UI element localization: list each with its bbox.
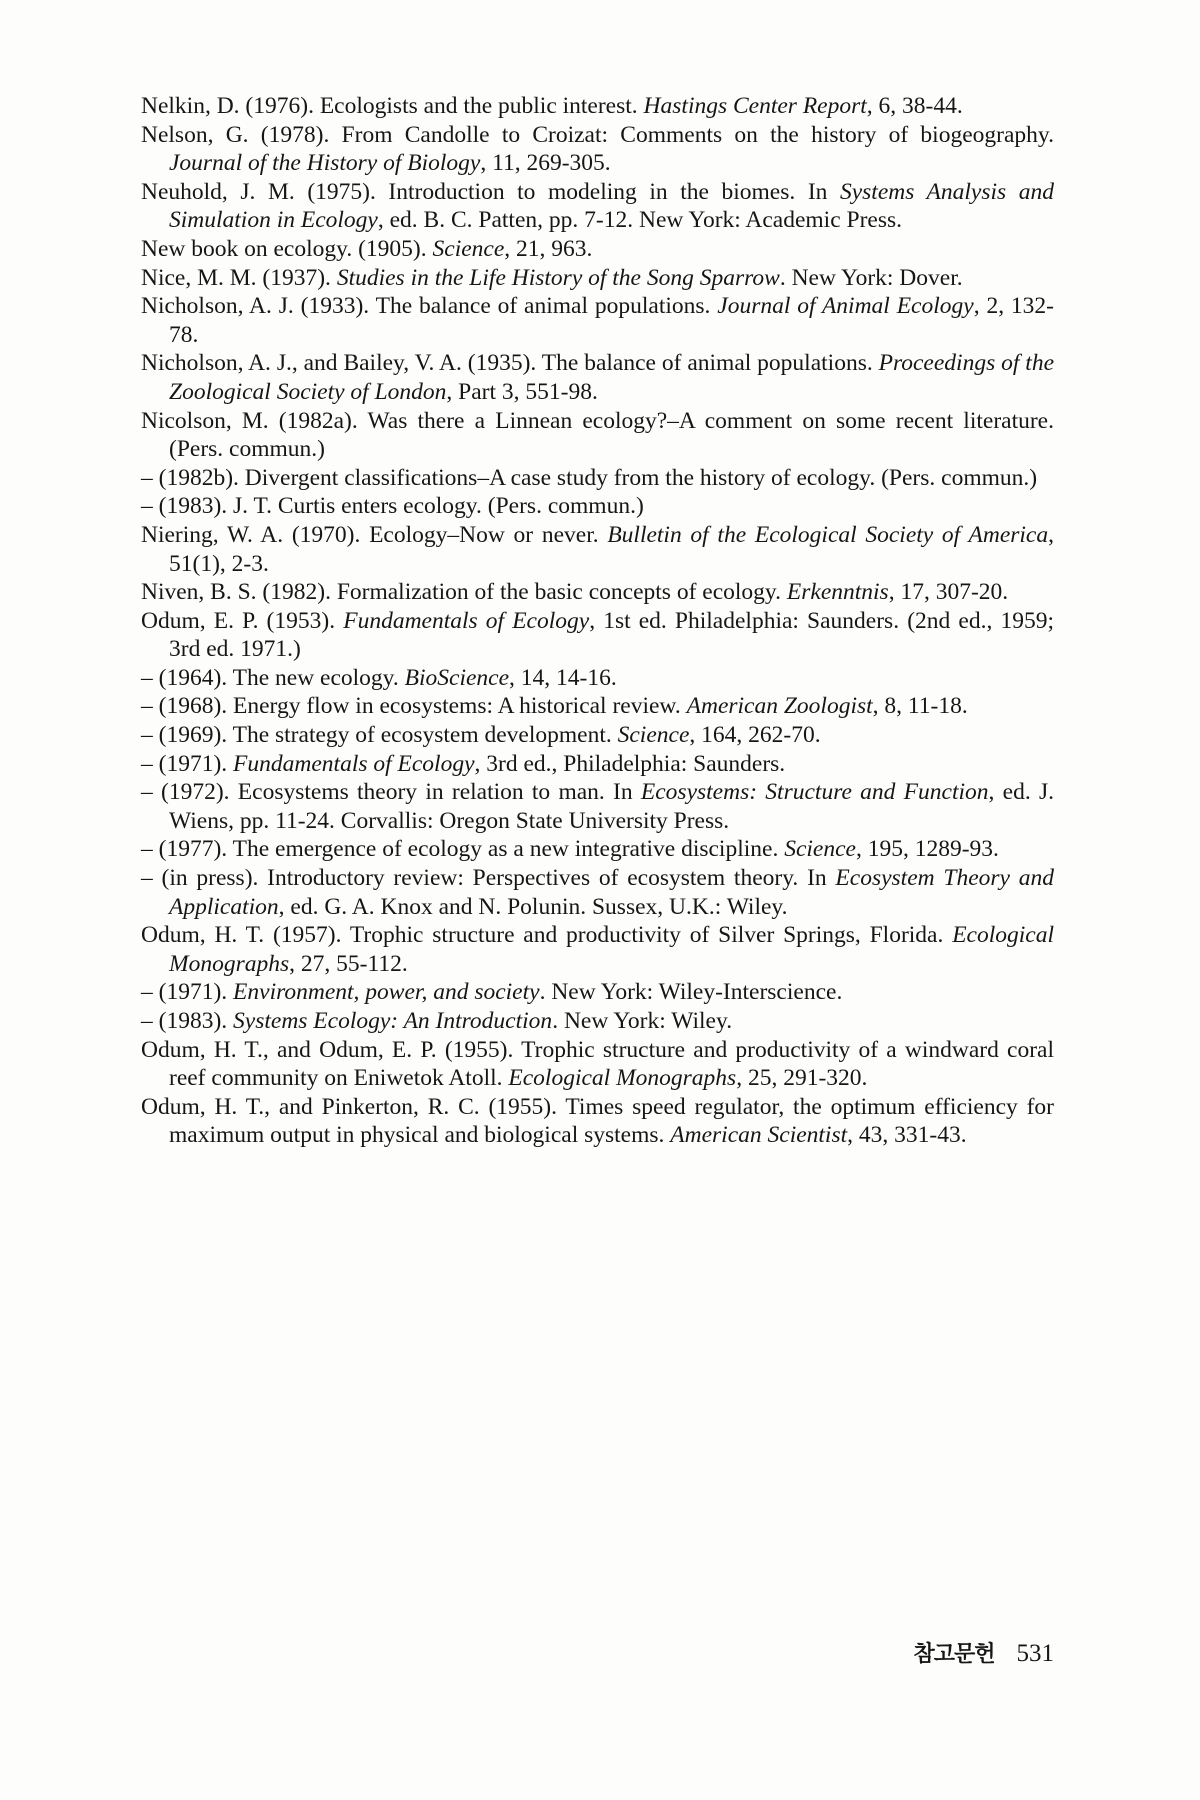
reference-entry xyxy=(141,292,1054,349)
reference-entry xyxy=(141,864,1054,921)
reference-text: , 14, 14-16. xyxy=(509,664,617,691)
reference-source-title: Bulletin of the Ecological Society of America xyxy=(607,521,1049,548)
reference-entry xyxy=(141,407,1054,464)
reference-entry xyxy=(141,121,1054,178)
reference-text: , 27, 55-112. xyxy=(289,950,408,977)
reference-source-title: Journal of Animal Ecology xyxy=(717,293,974,320)
reference-text: , 195, 1289-93. xyxy=(855,836,999,863)
reference-text: , 11, 269-305. xyxy=(480,150,611,177)
reference-entry xyxy=(141,464,1054,493)
reference-source-title: Fundamentals of Ecology xyxy=(233,750,475,777)
reference-text: , 43, 331-43. xyxy=(847,1122,967,1149)
reference-text: – (1982b). Divergent classifications–A case study from the history of ecology. (Pers. commun.) xyxy=(141,464,1038,491)
reference-text: , 2, 132-78. xyxy=(169,293,1055,348)
reference-text: Odum, H. T. (1957). Trophic structure and productivity of Silver Springs, Florida. xyxy=(141,922,953,949)
reference-text: , 25, 291-320. xyxy=(736,1065,868,1092)
page-footer xyxy=(913,1637,1054,1668)
reference-text: , 8, 11-18. xyxy=(872,693,968,720)
reference-text: – (1971). xyxy=(141,750,234,777)
reference-entry xyxy=(141,607,1054,664)
reference-text: – (in press). Introductory review: Perspectives of ecosystem theory. In xyxy=(141,865,836,892)
reference-text: Nicholson, A. J., and Bailey, V. A. (1935). The balance of animal populations. xyxy=(141,350,879,377)
reference-text: . New York: Dover. xyxy=(779,264,963,291)
reference-source-title: Science xyxy=(784,836,856,863)
reference-entry xyxy=(141,235,1054,264)
reference-text: , 1st ed. Philadelphia: Saunders. (2nd ed., 1959; 3rd ed. 1971.) xyxy=(169,607,1054,663)
reference-text: . New York: Wiley. xyxy=(552,1008,733,1034)
reference-source-title: Ecosystem Theory and Application xyxy=(169,865,1054,920)
reference-source-title: Systems Ecology: An Introduction xyxy=(233,1008,553,1034)
reference-entry xyxy=(141,1007,1054,1036)
reference-text: Niering, W. A. (1970). Ecology–Now or never. xyxy=(141,521,608,548)
reference-entry xyxy=(141,1036,1054,1093)
reference-source-title: Fundamentals of Ecology xyxy=(343,607,590,634)
reference-entry xyxy=(141,521,1054,578)
reference-text: , ed. J. Wiens, pp. 11-24. Corvallis: Oregon State University Press. xyxy=(169,779,1055,834)
reference-text: , 21, 963. xyxy=(504,235,593,262)
reference-source-title: BioScience xyxy=(404,664,510,691)
reference-text: , 3rd ed., Philadelphia: Saunders. xyxy=(474,750,786,777)
reference-entry xyxy=(141,349,1054,406)
reference-text: Nelson, G. (1978). From Candolle to Croizat: Comments on the history of biogeography. xyxy=(141,121,1054,148)
reference-text: , 6, 38-44. xyxy=(866,93,963,119)
reference-entry xyxy=(141,721,1054,750)
reference-source-title: Systems Analysis and Simulation in Ecology xyxy=(169,178,1054,234)
reference-entry xyxy=(141,178,1054,235)
reference-source-title: Science xyxy=(617,722,690,749)
reference-text: , ed. G. A. Knox and N. Polunin. Sussex, U.K.: Wiley. xyxy=(278,893,788,920)
reference-text: , 164, 262-70. xyxy=(689,722,821,749)
reference-text: Nice, M. M. (1937). xyxy=(141,264,337,291)
reference-source-title: Environment, power, and society xyxy=(233,979,540,1006)
reference-text: – (1969). The strategy of ecosystem development. xyxy=(141,722,618,749)
reference-entry xyxy=(141,692,1054,721)
reference-text: , 17, 307-20. xyxy=(888,579,1009,606)
reference-text: , ed. B. C. Patten, pp. 7-12. New York: Academic Press. xyxy=(377,207,903,234)
reference-source-title: Ecological Monographs xyxy=(508,1065,737,1092)
reference-source-title: Proceedings of the Zoological Society of London xyxy=(169,350,1055,405)
reference-text: Odum, H. T., and Pinkerton, R. C. (1955). Times speed regulator, the optimum efficiency for maximum output in physical and biological systems. xyxy=(141,1093,1054,1149)
reference-source-title: Erkenntnis xyxy=(786,579,889,606)
reference-list xyxy=(141,92,1054,1150)
reference-entry xyxy=(141,492,1054,521)
reference-source-title: American Scientist xyxy=(670,1122,848,1149)
reference-entry xyxy=(141,92,1054,121)
reference-entry xyxy=(141,835,1054,864)
reference-source-title: Science xyxy=(432,235,505,262)
reference-source-title: Journal of the History of Biology xyxy=(169,150,481,177)
reference-entry xyxy=(141,778,1054,835)
reference-text: Nicolson, M. (1982a). Was there a Linnean ecology?–A comment on some recent literature. (Pers. commun.) xyxy=(141,407,1054,463)
reference-text: – (1968). Energy flow in ecosystems: A historical review. xyxy=(141,693,687,720)
reference-text: , 51(1), 2-3. xyxy=(169,521,1054,577)
reference-text: – (1983). xyxy=(141,1008,234,1034)
reference-entry xyxy=(141,664,1054,693)
reference-entry xyxy=(141,578,1054,607)
reference-source-title: Ecosystems: Structure and Function xyxy=(640,779,989,806)
reference-source-title: Studies in the Life History of the Song Sparrow xyxy=(336,264,780,291)
reference-text: Odum, H. T., and Odum, E. P. (1955). Trophic structure and productivity of a windward coral reef community on Eniwetok Atoll. xyxy=(141,1036,1054,1092)
reference-entry xyxy=(141,921,1054,978)
reference-text: Nicholson, A. J. (1933). The balance of animal populations. xyxy=(141,293,718,320)
reference-text: – (1971). xyxy=(141,979,234,1006)
reference-text: . New York: Wiley-Interscience. xyxy=(539,979,843,1006)
reference-text: Nelkin, D. (1976). Ecologists and the public interest. xyxy=(141,93,644,119)
reference-text: Odum, E. P. (1953). xyxy=(141,607,344,634)
reference-text: – (1972). Ecosystems theory in relation to man. In xyxy=(141,779,641,806)
reference-source-title: American Zoologist xyxy=(686,693,873,720)
reference-text: New book on ecology. (1905). xyxy=(141,235,433,262)
reference-entry xyxy=(141,264,1054,293)
reference-text: – (1964). The new ecology. xyxy=(141,664,405,691)
page-number: 531 xyxy=(1016,1640,1054,1667)
reference-text: Neuhold, J. M. (1975). Introduction to modeling in the biomes. In xyxy=(141,178,840,205)
reference-text: – (1983). J. T. Curtis enters ecology. (Pers. commun.) xyxy=(141,493,644,520)
reference-text: , Part 3, 551-98. xyxy=(446,378,598,405)
section-label: 참고문헌 xyxy=(913,1642,995,1667)
reference-entry xyxy=(141,978,1054,1007)
reference-entry xyxy=(141,750,1054,779)
reference-text: – (1977). The emergence of ecology as a new integrative discipline. xyxy=(141,836,785,863)
reference-source-title: Ecological Monographs xyxy=(169,922,1054,977)
reference-entry xyxy=(141,1093,1054,1150)
reference-text: Niven, B. S. (1982). Formalization of the basic concepts of ecology. xyxy=(141,579,787,606)
reference-source-title: Hastings Center Report xyxy=(643,93,867,119)
